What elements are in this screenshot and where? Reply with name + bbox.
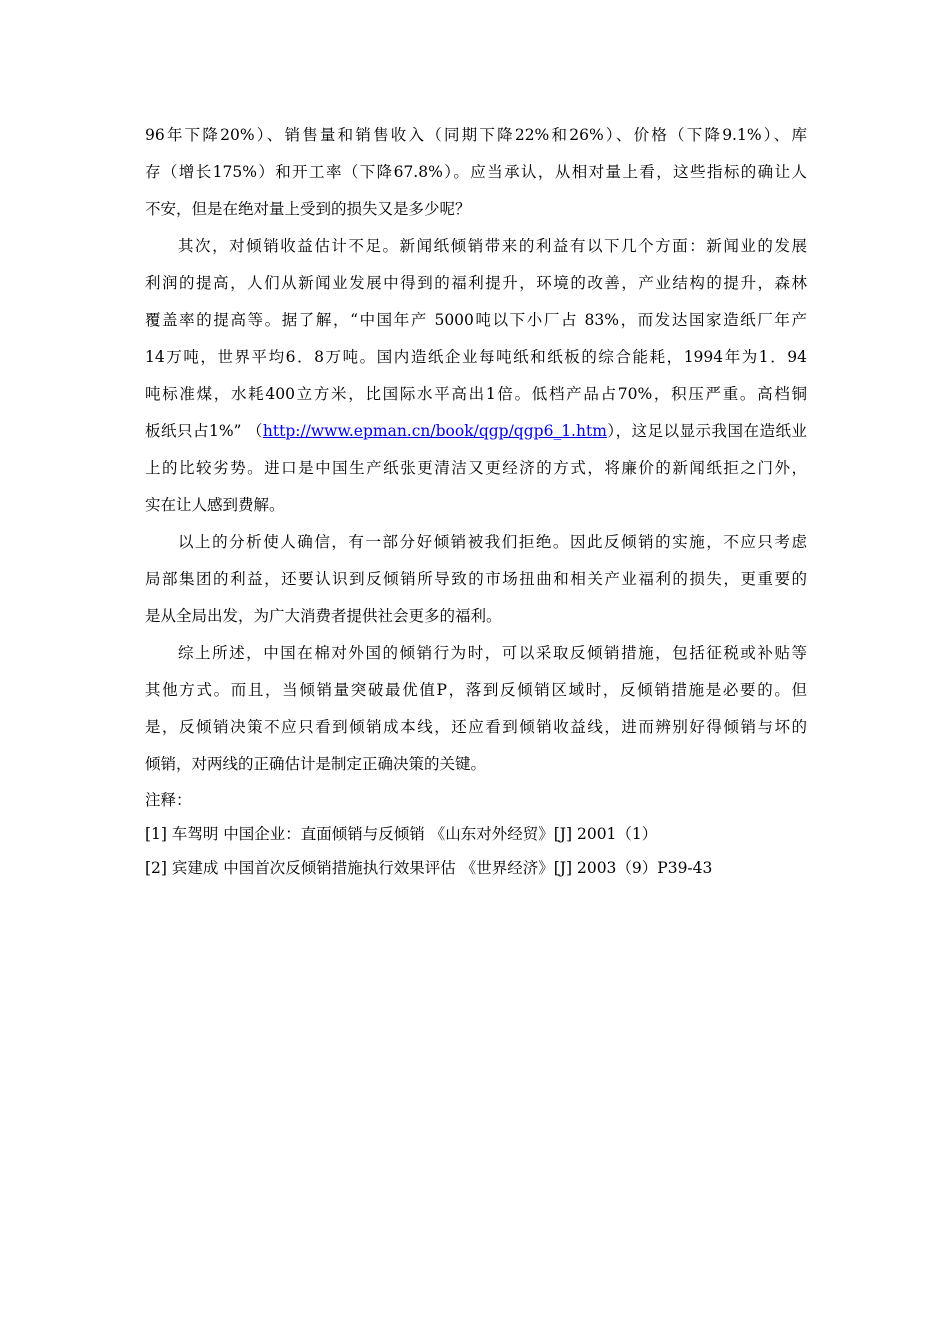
source-link[interactable]: http://www.epman.cn/book/qgp/qgp6_1.htm [262, 422, 607, 440]
paragraph-3 [145, 524, 807, 635]
text-segment: 板纸只占1%” （ [145, 422, 263, 440]
text-line: 以上的分析使人确信，有一部分好倾销被我们拒绝。因此反倾销的实施，不应只考虑 [178, 533, 807, 551]
text-line: 上的比较劣势。进口是中国生产纸张更清洁又更经济的方式，将廉价的新闻纸拒之门外， [145, 459, 807, 477]
text-line: 其次，对倾销收益估计不足。新闻纸倾销带来的利益有以下几个方面：新闻业的发展 [178, 237, 807, 255]
notes-section [145, 783, 807, 885]
text-line: 不安，但是在绝对量上受到的损失又是多少呢？ [145, 200, 471, 218]
reference-item: [2] 宾建成 中国首次反倾销措施执行效果评估 《世界经济》[J] 2003（9）P39-43 [145, 859, 713, 877]
text-line: 14万吨，世界平均6．8万吨。国内造纸企业每吨纸和纸板的综合能耗，1994年为1．94 [145, 348, 807, 366]
text-line: 其他方式。而且，当倾销量突破最优值P，落到反倾销区域时，反倾销措施是必要的。但 [145, 681, 807, 699]
reference-item: [1] 车驾明 中国企业：直面倾销与反倾销 《山东对外经贸》[J] 2001（1） [145, 825, 658, 843]
paragraph-2 [145, 228, 807, 524]
text-line: 存（增长175%）和开工率（下降67.8%）。应当承认，从相对量上看，这些指标的确让人 [145, 163, 807, 181]
text-segment: ），这足以显示我国在造纸业 [606, 422, 807, 440]
text-line: 利润的提高，人们从新闻业发展中得到的福利提升，环境的改善，产业结构的提升，森林 [145, 274, 807, 292]
text-line: 是从全局出发，为广大消费者提供社会更多的福利。 [145, 607, 502, 625]
text-line: 覆盖率的提高等。据了解，“中国年产 5000吨以下小厂占 83%，而发达国家造纸厂年产 [145, 311, 807, 329]
text-line: 局部集团的利益，还要认识到反倾销所导致的市场扭曲和相关产业福利的损失，更重要的 [145, 570, 807, 588]
paragraph-4 [145, 635, 807, 783]
paragraph-1 [145, 117, 807, 228]
text-line-with-link [145, 413, 807, 450]
text-line: 吨标准煤，水耗400立方米，比国际水平高出1倍。低档产品占70%，积压严重。高档铜 [145, 385, 807, 403]
text-line: 综上所述，中国在棉对外国的倾销行为时，可以采取反倾销措施，包括征税或补贴等 [178, 644, 807, 662]
text-line: 是，反倾销决策不应只看到倾销成本线，还应看到倾销收益线，进而辨别好得倾销与坏的 [145, 718, 807, 736]
notes-heading: 注释： [145, 791, 192, 809]
text-line: 倾销，对两线的正确估计是制定正确决策的关键。 [145, 755, 487, 773]
text-line: 96年下降20%）、销售量和销售收入（同期下降22%和26%）、价格（下降9.1%）、库 [145, 126, 807, 144]
text-line: 实在让人感到费解。 [145, 496, 285, 514]
document-body [145, 117, 807, 885]
